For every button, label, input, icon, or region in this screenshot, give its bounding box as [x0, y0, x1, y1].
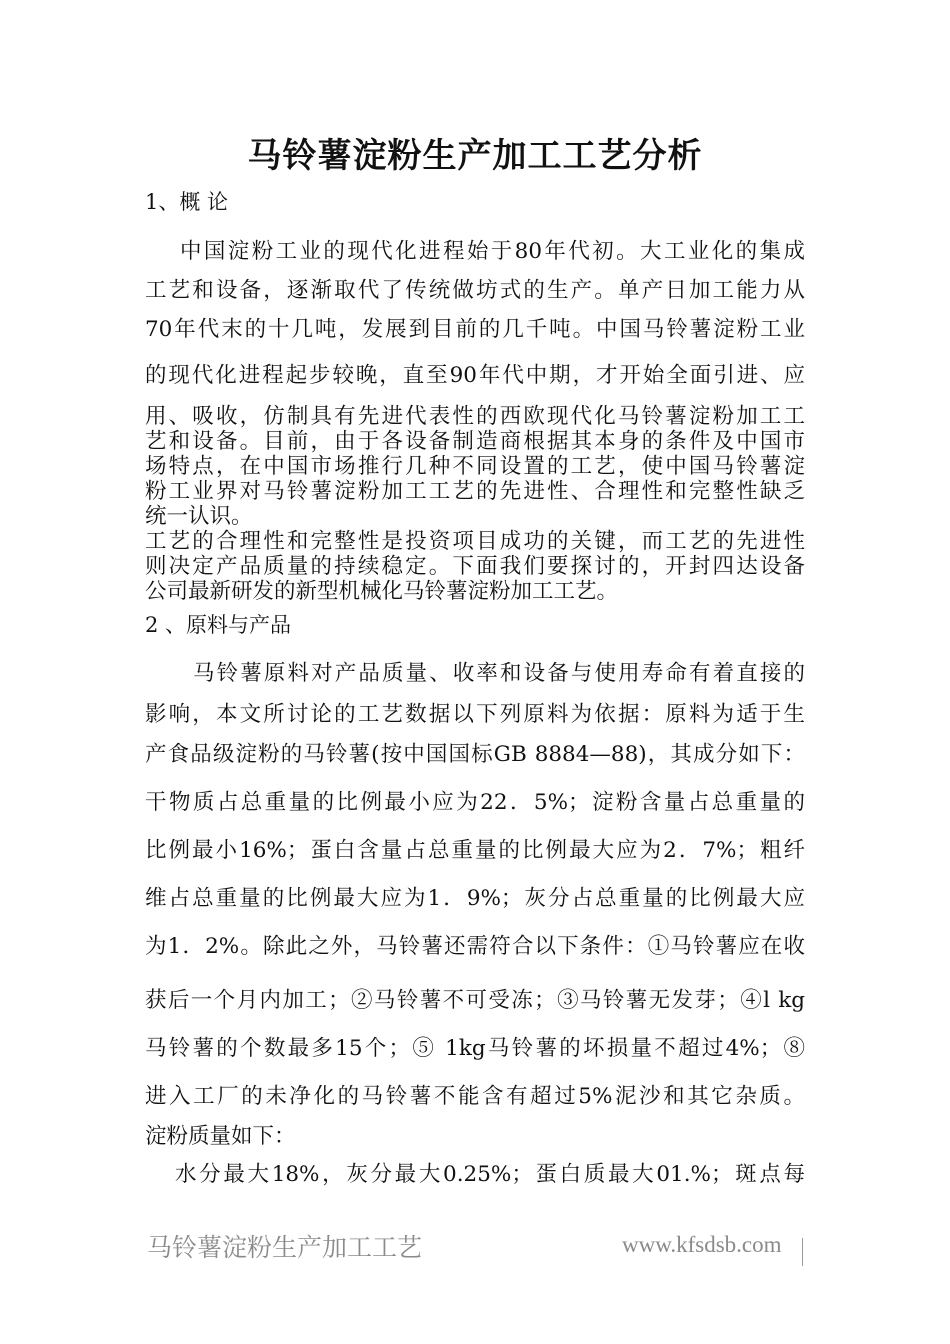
paragraph-line: 场特点，在中国市场推行几种不同设置的工艺，使中国马铃薯淀 — [145, 454, 805, 479]
paragraph-line: 公司最新研发的新型机械化马铃薯淀粉加工工艺。 — [145, 579, 619, 604]
paragraph-line: 淀粉质量如下： — [145, 1124, 296, 1149]
paragraph-line: 粉工业界对马铃薯淀粉加工工艺的先进性、合理性和完整性缺乏 — [145, 479, 805, 504]
paragraph-line: 马铃薯原料对产品质量、收率和设备与使用寿命有着直接的 — [193, 661, 805, 686]
section-heading-materials: 2 、原料与产品 — [145, 613, 292, 637]
paragraph-line: 工艺和设备，逐渐取代了传统做坊式的生产。单产日加工能力从 — [145, 278, 805, 303]
paragraph-line: 马铃薯的个数最多15个；⑤ 1kg马铃薯的坏损量不超过4%；⑧ — [145, 1036, 805, 1061]
section-heading-overview: 1、概 论 — [145, 190, 229, 214]
paragraph-line: 产食品级淀粉的马铃薯(按中国国标GB 8884—88)，其成分如下： — [145, 742, 805, 767]
footer-divider — [802, 1238, 803, 1266]
document-title: 马铃薯淀粉生产加工工艺分析 — [247, 136, 703, 176]
paragraph-line: 进入工厂的未净化的马铃薯不能含有超过5%泥沙和其它杂质。 — [145, 1084, 805, 1109]
paragraph-line: 艺和设备。目前，由于各设备制造商根据其本身的条件及中国市 — [145, 429, 805, 454]
paragraph-line: 比例最小16%；蛋白含量占总重量的比例最大应为2．7%；粗纤 — [145, 838, 805, 863]
paragraph-line: 获后一个月内加工；②马铃薯不可受冻；③马铃薯无发芽；④l kg — [145, 988, 805, 1013]
paragraph-line: 用、吸收，仿制具有先进代表性的西欧现代化马铃薯淀粉加工工 — [145, 404, 805, 429]
footer-watermark-title: 马铃薯淀粉生产加工工艺 — [147, 1233, 423, 1262]
paragraph-line: 70年代末的十几吨，发展到目前的几千吨。中国马铃薯淀粉工业 — [145, 317, 805, 342]
paragraph-line: 水分最大18%，灰分最大0.25%；蛋白质最大01.%；斑点每 — [175, 1162, 805, 1187]
paragraph-line: 为1．2%。除此之外，马铃薯还需符合以下条件：①马铃薯应在收 — [145, 934, 805, 959]
paragraph-line: 干物质占总重量的比例最小应为22．5%；淀粉含量占总重量的 — [145, 790, 805, 815]
paragraph-line: 工艺的合理性和完整性是投资项目成功的关键，而工艺的先进性 — [145, 529, 805, 554]
paragraph-line: 维占总重量的比例最大应为1．9%；灰分占总重量的比例最大应 — [145, 886, 805, 911]
footer-website: www.kfsdsb.com — [622, 1232, 782, 1257]
paragraph-line: 则决定产品质量的持续稳定。下面我们要探讨的，开封四达设备 — [145, 554, 805, 579]
paragraph-line: 的现代化进程起步较晚，直至90年代中期，才开始全面引进、应 — [145, 363, 805, 388]
paragraph-line: 中国淀粉工业的现代化进程始于80年代初。大工业化的集成 — [180, 239, 805, 264]
paragraph-line: 影响，本文所讨论的工艺数据以下列原料为依据：原料为适于生 — [145, 702, 805, 727]
paragraph-line: 统一认识。 — [145, 504, 253, 529]
